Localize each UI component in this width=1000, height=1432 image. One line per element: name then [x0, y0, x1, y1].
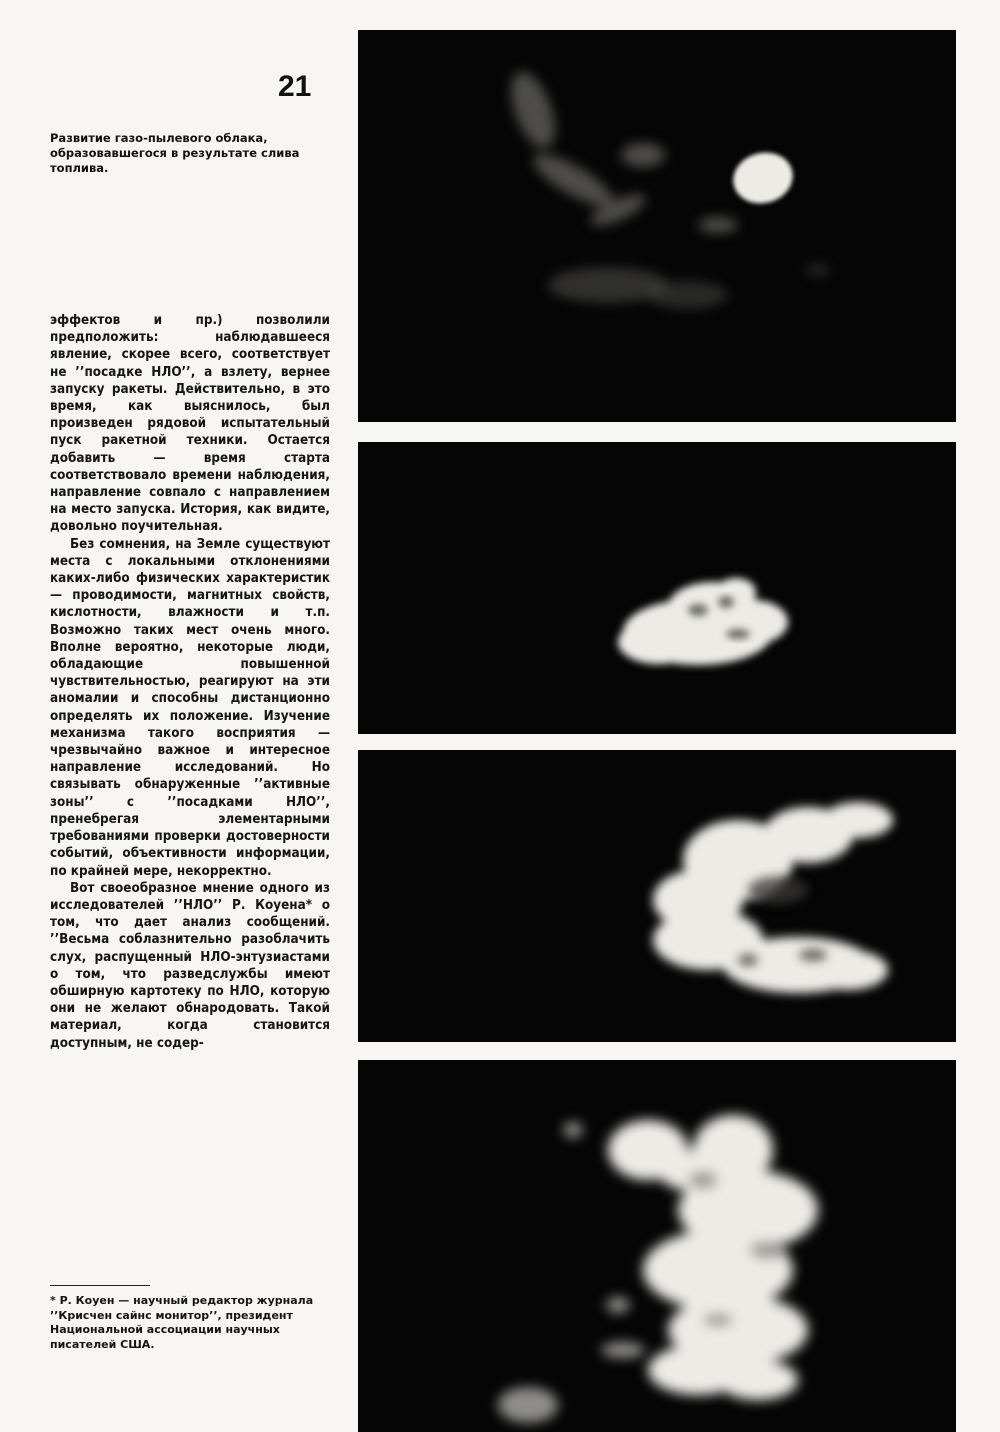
- footnote: * Р. Коуен — научный редактор журнала ’’Крисчен сайнс монитор’’, президент Национальной ассоциации научных писателей США.: [50, 1294, 314, 1351]
- article-paragraph: эффектов и пр.) позволили предположить: наблюдавшееся явление, скорее всего, соответствует не ’’посадке НЛО’’, а взлету, вернее запуску ракеты. Действительно, в это время, как выяснилось, был произведен рядовой испытательный пуск ракетной техники. Остается добавить — время старта соответствовало времени наблюдения, направление совпало с направлением на место запуска. История, как видите, довольно поучительная.: [50, 313, 330, 535]
- cloud-photo-3: [358, 750, 956, 1042]
- article-body: [50, 312, 330, 1052]
- cloud-mass: [618, 578, 788, 665]
- article-paragraph: Без сомнения, на Земле существуют места с локальными отклонениями каких-либо физических характеристик — проводимости, магнитных свойств, кислотности, влажности и т.п. Возможно таких мест очень много. Вполне вероятно, некоторые люди, обладающие повышенной чувствительностью, реагируют на эти аномалии и способны дистанционно определять их положение. Изучение механизма такого восприятия — чрезвычайно важное и интересное направление исследований. Но связывать обнаруженные ’’активные зоны’’ с ’’посадками НЛО’’, пренебрегая элементарными требованиями проверки достоверности событий, объективности информации, по крайней мере, некорректно.: [50, 536, 330, 879]
- cloud-photo-4: [358, 1060, 956, 1432]
- cloud-mass: [608, 1115, 818, 1400]
- article-paragraph: Вот своеобразное мнение одного из исследователей ’’НЛО’’ Р. Коуена* о том, что дает анализ сообщений. ’’Весьма соблазнительно разоблачить слух, распущенный НЛО-энтузиастами о том, что разведслужбы имеют обширную картотеку по НЛО, которую они не желают обнародовать. Такой материал, когда становится доступным, не содер-: [50, 880, 330, 1051]
- footnote-rule: [50, 1285, 150, 1286]
- figure-caption: Развитие газо-пылевого облака, образовавшегося в результате слива топлива.: [50, 131, 300, 175]
- cloud-photo-1: [358, 30, 956, 422]
- cloud-photo-2: [358, 442, 956, 734]
- bright-cloud-blob: [728, 146, 799, 210]
- page-number: 21: [278, 70, 312, 103]
